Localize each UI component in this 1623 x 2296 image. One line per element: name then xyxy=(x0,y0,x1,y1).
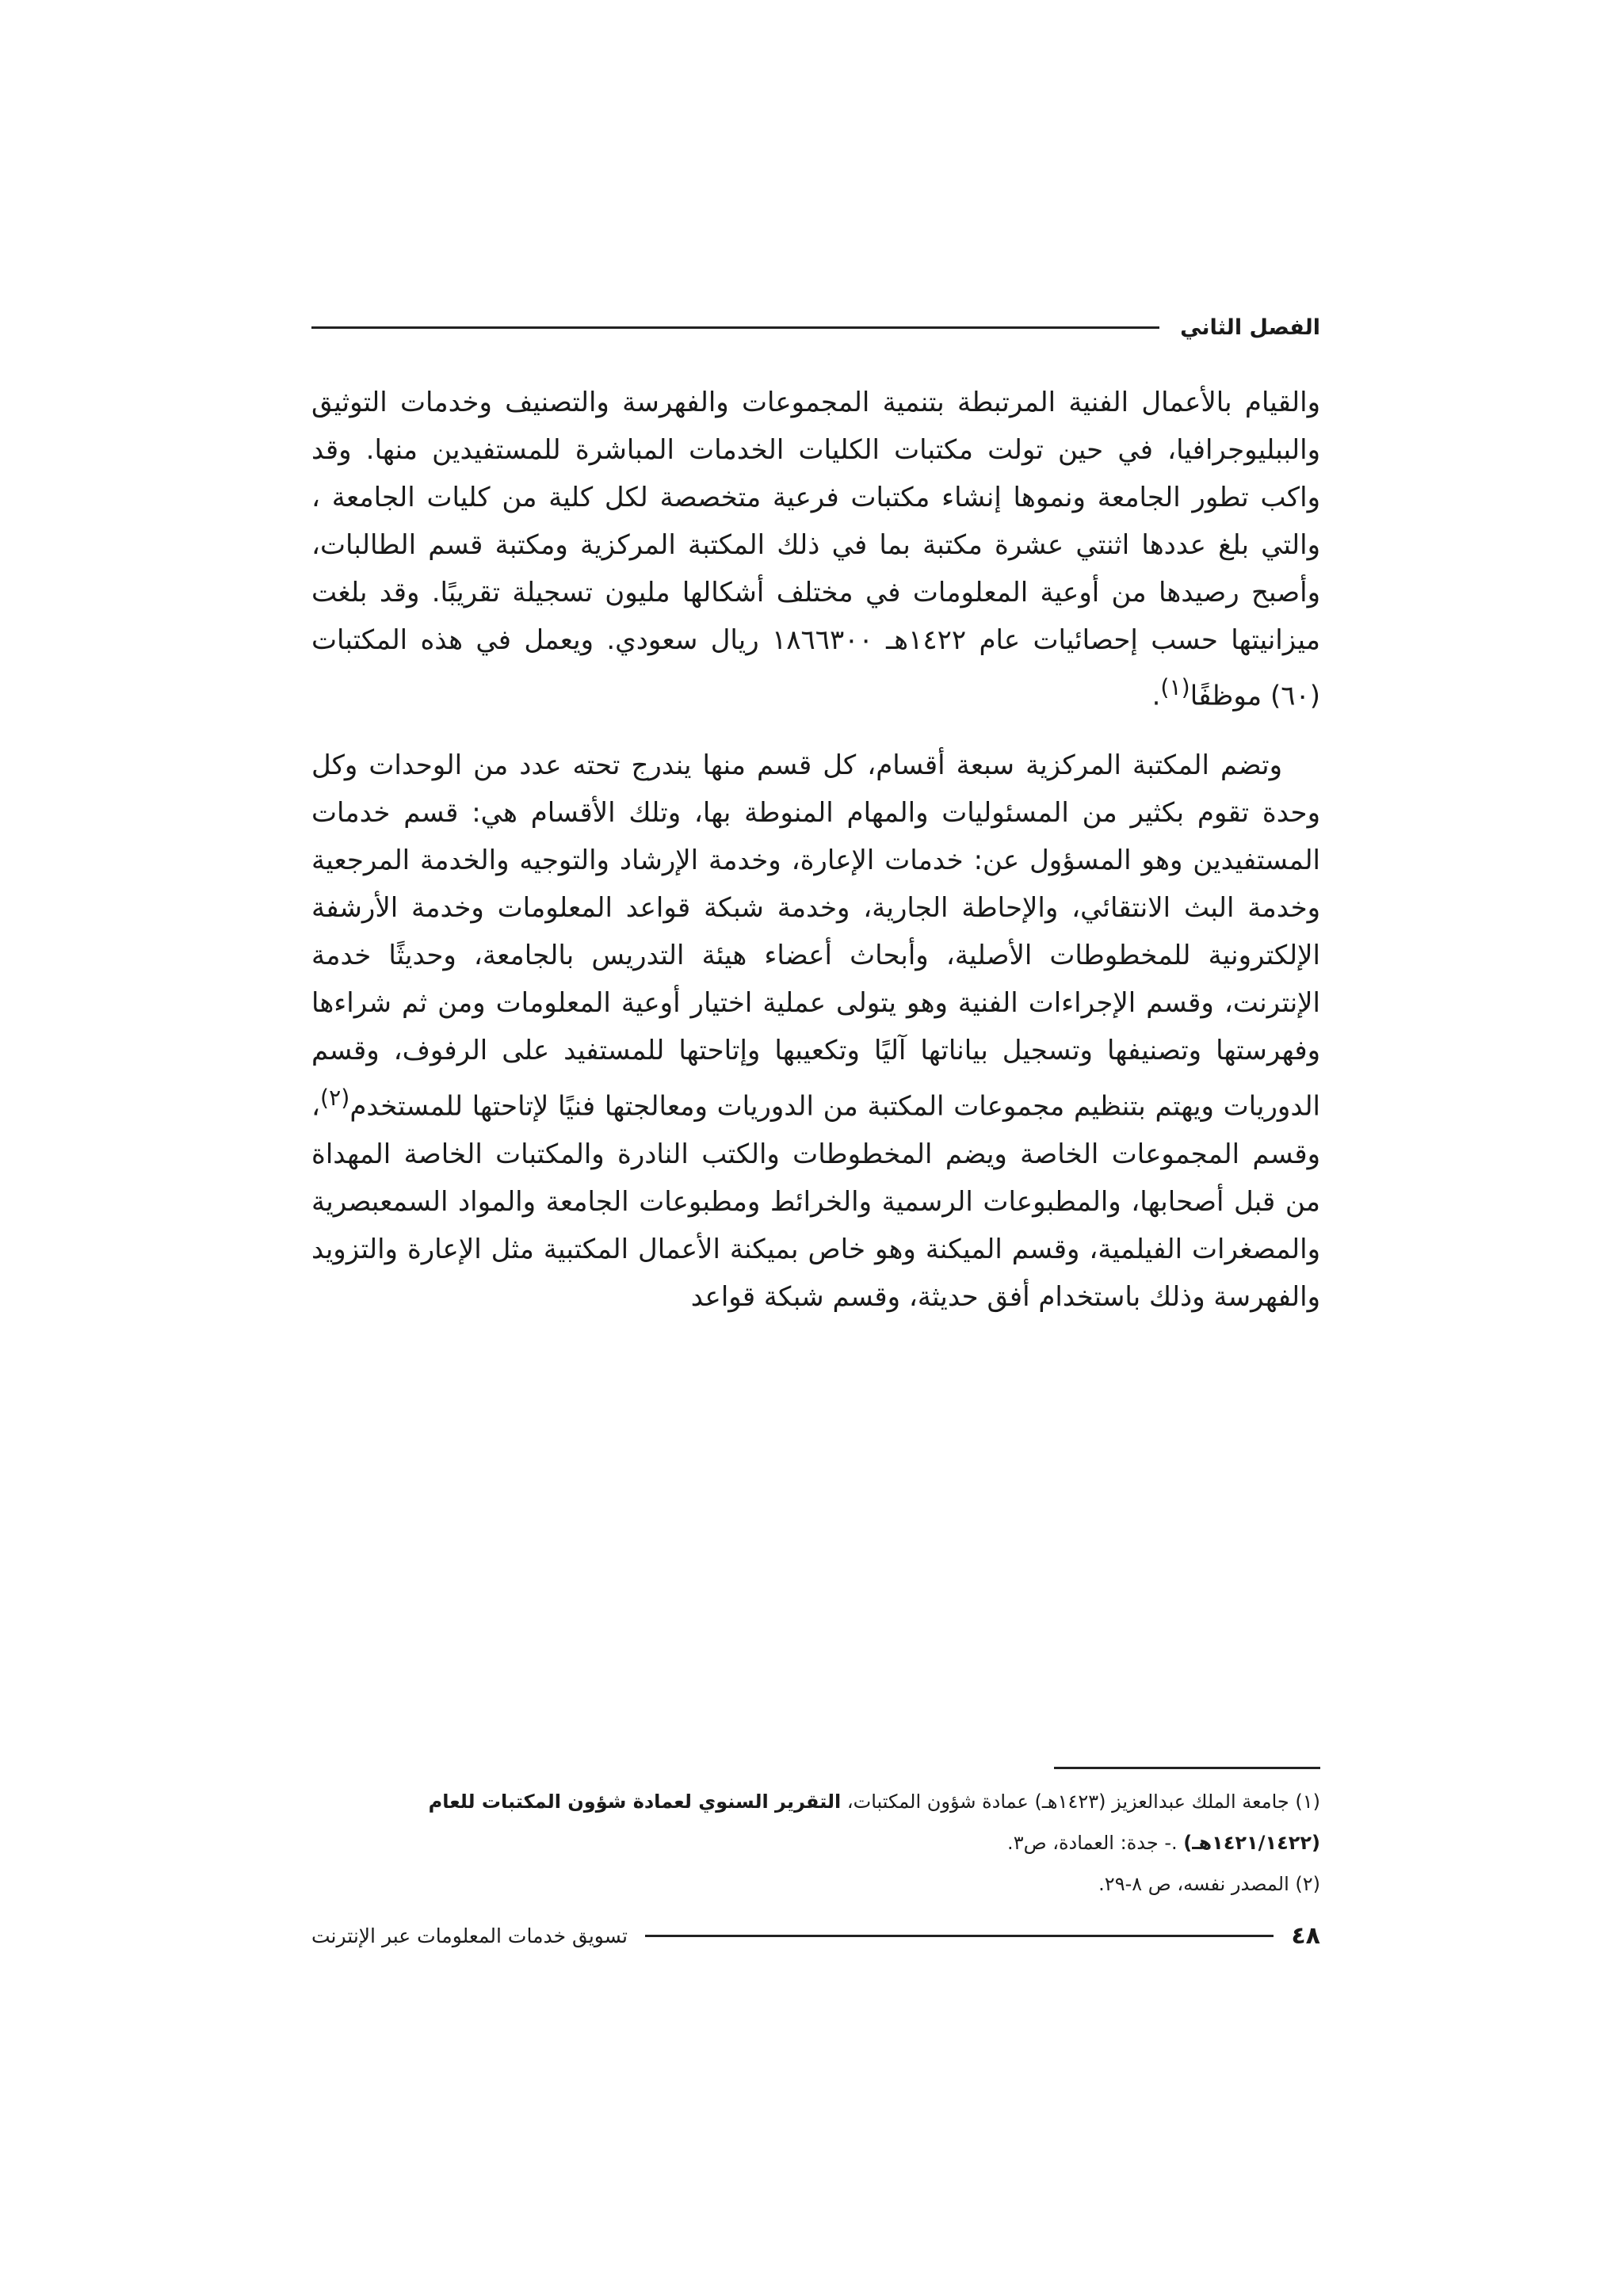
footnote-1-suffix: .- جدة: العمادة، ص٣. xyxy=(1007,1832,1178,1854)
paragraph-1 xyxy=(311,379,1320,719)
header-rule xyxy=(311,326,1159,329)
footer-rule xyxy=(645,1935,1274,1937)
paragraph-1-end: . xyxy=(1151,680,1161,712)
book-title: تسويق خدمات المعلومات عبر الإنترنت xyxy=(311,1924,628,1947)
chapter-title: الفصل الثاني xyxy=(1180,315,1320,340)
footnote-1-report-title: التقرير السنوي لعمادة شؤون المكتبات للعام (١٤٢١/١٤٢٢هـ) xyxy=(428,1791,1320,1854)
footnote-1 xyxy=(311,1781,1320,1863)
footnote-ref-2: (٢) xyxy=(319,1085,350,1112)
footnote-1-prefix: (١) جامعة الملك عبدالعزيز (١٤٢٣هـ) عمادة شؤون المكتبات، xyxy=(846,1791,1320,1813)
footnote-ref-1: (١) xyxy=(1160,674,1190,700)
running-header xyxy=(311,307,1320,347)
footnotes xyxy=(311,1781,1320,1905)
paragraph-2 xyxy=(311,742,1320,1320)
paragraph-1-text: والقيام بالأعمال الفنية المرتبطة بتنمية المجموعات والفهرسة والتصنيف وخدمات التوثيق والببليوجرافيا، في حين تولت مكتبات الكليات الخدمات المباشرة للمستفيدين منها. وقد واكب تطور الجامعة ونموها إنشاء مكتبات فرعية متخصصة لكل كلية من كليات الجامعة ، والتي بلغ عددها اثنتي عشرة مكتبة بما في ذلك المكتبة المركزية ومكتبة قسم الطالبات، وأصبح رصيدها من أوعية المعلومات في مختلف أشكالها مليون تسجيلة تقريبًا. وقد بلغت ميزانيتها حسب إحصائيات عام ١٤٢٢هـ ١٨٦٦٣٠٠ ريال سعودي. ويعمل في هذه المكتبات (٦٠) موظفًا xyxy=(311,387,1320,712)
page-number: ٤٨ xyxy=(1291,1921,1320,1950)
paragraph-2-text: وتضم المكتبة المركزية سبعة أقسام، كل قسم منها يندرج تحته عدد من الوحدات وكل وحدة تقوم بكثير من المسئوليات والمهام المنوطة بها، وتلك الأقسام هي: قسم خدمات المستفيدين وهو المسؤول عن: خدمات الإعارة، وخدمة الإرشاد والتوجيه والخدمة المرجعية وخدمة البث الانتقائي، والإحاطة الجارية، وخدمة شبكة قواعد المعلومات وخدمة الأرشفة الإلكترونية للمخطوطات الأصلية، وأبحاث أعضاء هيئة التدريس بالجامعة، وحديثًا خدمة الإنترنت، وقسم الإجراءات الفنية وهو يتولى عملية اختيار أوعية المعلومات ومن ثم شراءها وفهرستها وتصنيفها وتسجيل بياناتها آليًا وتكعيبها وإتاحتها للمستفيد على الرفوف، وقسم الدوريات ويهتم بتنظيم مجموعات المكتبة من الدوريات ومعالجتها فنيًا لإتاحتها للمستخدم xyxy=(311,749,1320,1123)
body-text xyxy=(311,379,1320,1777)
paragraph-2-end: ، وقسم المجموعات الخاصة ويضم المخطوطات والكتب النادرة والمكتبات الخاصة المهداة من قبل أصحابها، والمطبوعات الرسمية والخرائط ومطبوعات الجامعة والمواد السمعبصرية والمصغرات الفيلمية، وقسم الميكنة وهو خاص بميكنة الأعمال المكتبية مثل الإعارة والتزويد والفهرسة وذلك باستخدام أفق حديثة، وقسم شبكة قواعد xyxy=(311,1090,1320,1313)
footnote-rule xyxy=(1054,1767,1320,1769)
running-footer xyxy=(311,1916,1320,1955)
footnote-2: (٢) المصدر نفسه، ص ٨-٢٩. xyxy=(1098,1873,1320,1895)
